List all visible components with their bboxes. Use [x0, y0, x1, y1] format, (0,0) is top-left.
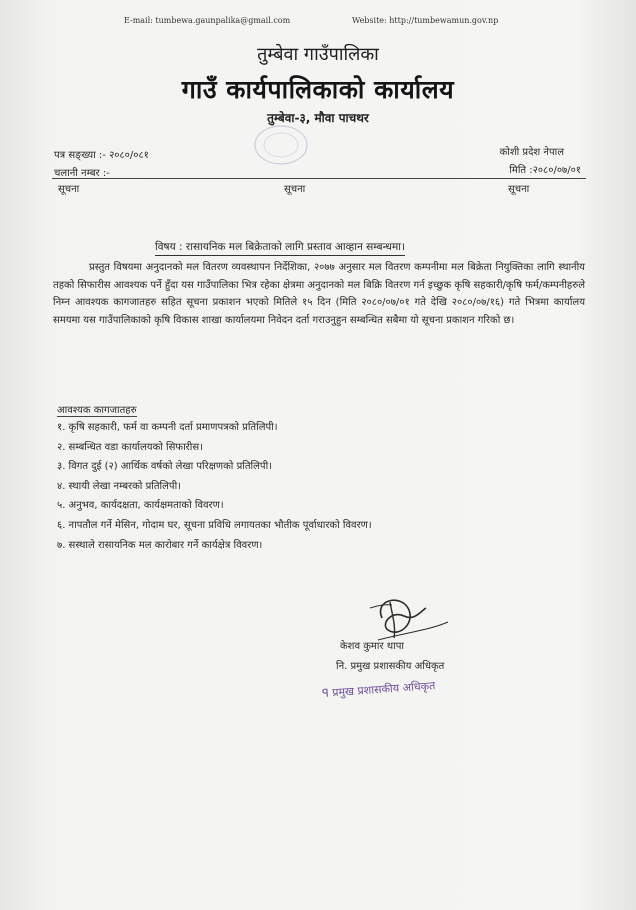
dispatch-number: चलानी नम्बर :- [54, 168, 110, 179]
stamp-swirl-icon: ꟼ [321, 686, 330, 700]
body-paragraph [53, 259, 585, 329]
office-seal-faint [250, 122, 312, 168]
subject-line: विषय : रासायनिक मल बिक्रेताको लागि प्रस्ताव आव्हान सम्बन्धमा। [155, 240, 405, 256]
requirement-item: ७. सस्थाले रासायनिक मल कारोबार गर्ने कार्यक्षेत्र विवरण। [57, 539, 263, 551]
requirement-item: १. कृषि सहकारी, फर्म वा कम्पनी दर्ता प्रमाणपत्रको प्रतिलिपी। [57, 422, 278, 433]
email-address: E-mail: tumbewa.gaunpalika@gmail.com [124, 16, 291, 25]
signatory-title: नि. प्रमुख प्रशासकीय अधिकृत [336, 661, 445, 672]
reference-number: पत्र सङ्ख्या :- २०८०/०८१ [54, 150, 149, 161]
requirements-title: आवश्यक कागजातहरु [57, 402, 137, 417]
notice-label: सूचना [284, 184, 306, 195]
letter-date: मिति :२०८०/०७/०१ [509, 165, 581, 176]
office-address: तुम्बेवा-३, मौवा पाचथर [267, 111, 369, 125]
signatory-name: केशव कुमार थापा [340, 641, 404, 652]
notice-label: सूचना [58, 184, 80, 195]
municipality-name: तुम्बेवा गाउँपालिका [257, 44, 379, 65]
province-name: कोशी प्रदेश नेपाल [499, 147, 564, 158]
requirement-item: २. सम्बन्धित वडा कार्यालयको सिफारीस। [57, 441, 203, 453]
website-address: Website: http://tumbewamun.gov.np [352, 16, 499, 25]
requirement-item: ४. स्थायी लेखा नम्बरको प्रतिलिपी। [57, 480, 181, 492]
office-name: गाउँ कार्यपालिकाको कार्यालय [181, 75, 455, 104]
notice-label: सूचना [508, 184, 530, 195]
header-divider [52, 178, 586, 179]
requirement-item: ५. अनुभव, कार्यदक्षता, कार्यक्षमताको विवरण। [57, 500, 224, 512]
requirements-list [57, 418, 372, 555]
stamp-text: प्रमुख प्रशासकीय अधिकृत [331, 679, 436, 700]
requirement-item: ३. विगत दुई (२) आर्थिक वर्षको लेखा परिक्षणको प्रतिलिपी। [57, 461, 272, 473]
body-text: प्रस्तुत विषयमा अनुदानको मल वितरण व्यवस्थापन निर्देशिका, २०७७ अनुसार मल वितरण कम्पनीमा मल बिक्रेता नियुक्तिका लागि स्थानीय तहको सिफारीस आवश्यक पर्ने हुँदा यस गाउँपालिका भित्र रहेका क्षेत्रमा अनुदानको मल बिक्रि वितरण गर्न इच्छुक कृषि सहकारी/कृषि फर्म/कम्पनीहरुले निम्न आवश्यक कागजातहरु सहित सूचना प्रकाशन भएको मितिले १५ दिन (मिति २०८०/०७/०१ गते देखि २०८०/०७/१६) गते भित्रमा कार्यालय समयमा यस गाउँपालिकाको कृषि विकास शाखा कार्यालयमा निवेदन दर्ता गराउनुहुन सम्बन्धित सबैमा यो सूचना प्रकाशन गरिको छ। [53, 262, 585, 326]
requirement-item: ६. नापतौल गर्ने मेसिन, गोदाम घर, सूचना प्रविधि लगायतका भौतीक पूर्वाधारको विवरण। [57, 519, 372, 531]
